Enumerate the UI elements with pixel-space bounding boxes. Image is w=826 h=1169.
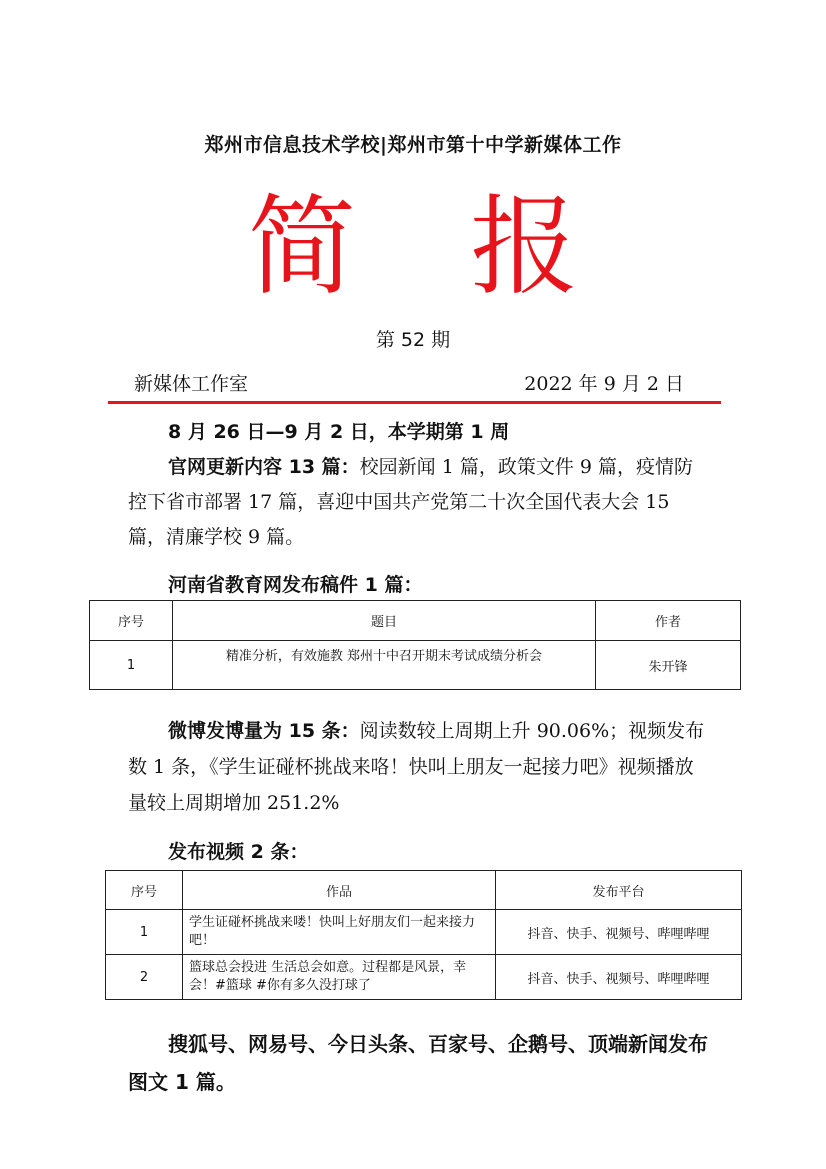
table-row <box>106 910 742 955</box>
site-body: 校园新闻 1 篇，政策文件 9 篇，疫情防控下省市部署 17 篇，喜迎中国共产党第二十次全国代表大会 15 篇，清廉学校 9 篇。 <box>128 456 694 548</box>
weibo-body: 阅读数较上周期上升 90.06%；视频发布数 1 条，《学生证碰杯挑战来咯！快叫上朋友一起接力吧》视频播放量较上周期增加 251.2% <box>128 720 705 814</box>
table-cell: 朱开锋 <box>596 641 741 690</box>
henan-lead: 河南省教育网发布稿件 1 篇： <box>168 574 423 596</box>
weibo-paragraph <box>128 713 708 821</box>
org-title: 郑州市信息技术学校|郑州市第十中学新媒体工作 <box>204 134 622 156</box>
table-header: 序号 <box>106 871 183 910</box>
week-line: 8 月 26 日—9 月 2 日，本学期第 1 周 <box>168 421 510 443</box>
red-divider <box>108 401 721 404</box>
table-header: 题目 <box>173 601 596 641</box>
site-paragraph <box>128 450 708 555</box>
table-cell: 精准分析，有效施教 郑州十中召开期末考试成绩分析会 <box>173 641 596 690</box>
table-row <box>106 955 742 1000</box>
table-cell: 1 <box>106 910 183 955</box>
table-header: 作品 <box>183 871 496 910</box>
video-table <box>105 870 742 1000</box>
table-cell: 2 <box>106 955 183 1000</box>
issue-number: 第 52 期 <box>375 329 451 351</box>
bulletin-title: 简 报 <box>247 185 619 310</box>
office-name: 新媒体工作室 <box>134 373 249 395</box>
henan-table <box>89 600 741 690</box>
table-cell: 抖音、快手、视频号、哔哩哔哩 <box>496 910 742 955</box>
table-cell: 篮球总会投进 生活总会如意。过程都是风景，幸会！#篮球 #你有多久没打球了 <box>183 955 496 1000</box>
issue-date: 2022 年 9 月 2 日 <box>524 373 684 395</box>
table-cell: 1 <box>90 641 173 690</box>
table-cell: 学生证碰杯挑战来喽！快叫上好朋友们一起来接力吧！ <box>183 910 496 955</box>
site-lead: 官网更新内容 13 篇： <box>168 456 360 478</box>
weibo-lead: 微博发博量为 15 条： <box>168 720 360 742</box>
table-cell: 抖音、快手、视频号、哔哩哔哩 <box>496 955 742 1000</box>
table-header: 序号 <box>90 601 173 641</box>
table-row <box>90 641 741 690</box>
table-header: 发布平台 <box>496 871 742 910</box>
video-lead: 发布视频 2 条： <box>168 841 309 863</box>
sohu-paragraph: 搜狐号、网易号、今日头条、百家号、企鹅号、顶端新闻发布图文 1 篇。 <box>128 1032 708 1094</box>
table-header: 作者 <box>596 601 741 641</box>
